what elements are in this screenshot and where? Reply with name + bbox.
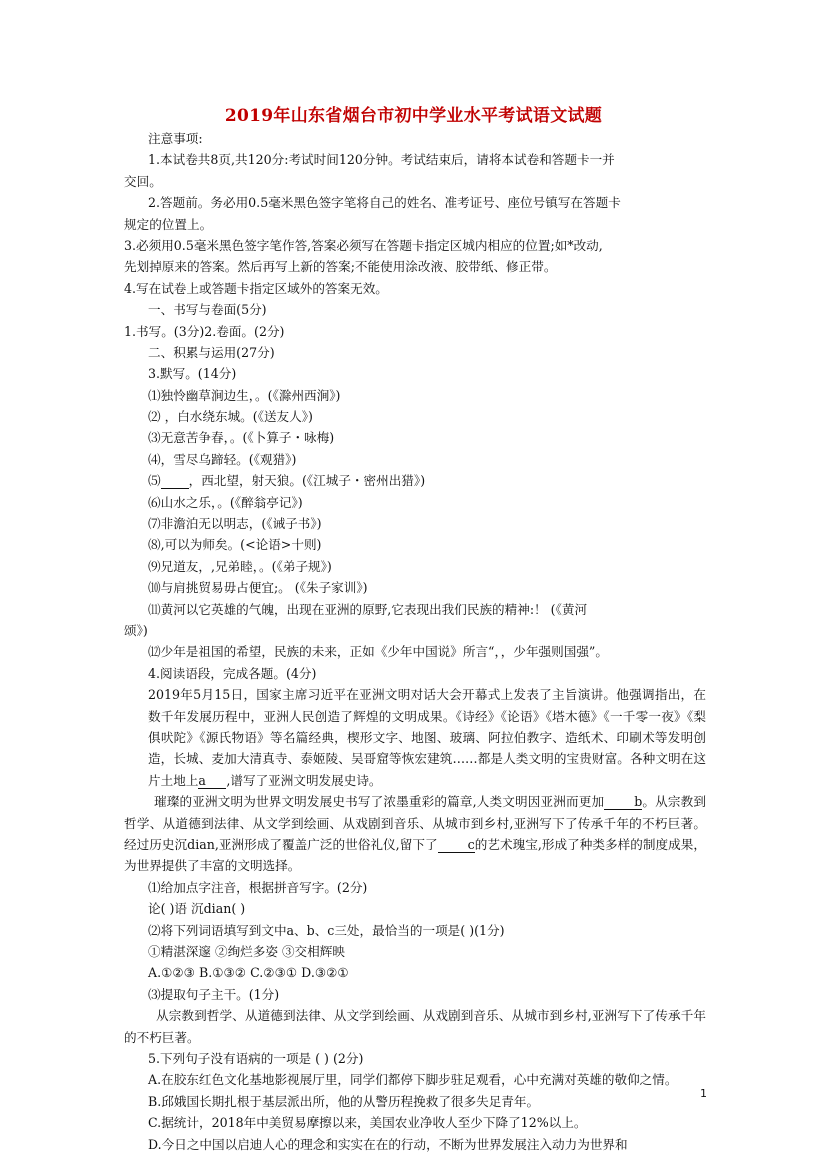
passage-p1-text: 2019年5月15日，国家主席习近平在亚洲文明对话大会开幕式上发表了主旨演讲。他强调指出，在数千年发展历程中，亚洲人民创造了辉煌的文明成果。《诗经》《论语》《塔木德》《一千零一夜》《梨俱吠陀》《源氏物语》等名篇经典，楔形文字、地图、玻璃、阿拉伯教字、造纸术、印刷术等发明创造，长城、麦加大清真寺、泰姬陵、吴哥窟等恢宏建筑……都是人类文明的宝贵财富。各种文明在这片土地上 bbox=[148, 687, 706, 788]
recite-item-8: ⑻,可以为师矣。(<论语>十则) bbox=[148, 537, 322, 553]
recite-item-6: ⑹山水之乐，。(《醉翁亭记》) bbox=[148, 494, 303, 510]
question-3-heading: 3.默写。(14分) bbox=[148, 366, 237, 382]
recite-item-5 bbox=[124, 470, 706, 491]
question-4-heading: 4.阅读语段，完成各题。(4分) bbox=[148, 665, 317, 681]
recite-item-5-blank bbox=[161, 473, 189, 489]
recite-item-11: ⑾黄河以它英雄的气魄，出现在亚洲的原野,它表现出我们民族的精神:！ (《黄河 bbox=[148, 601, 588, 617]
section-1-heading: 一、书写与卷面(5分) bbox=[148, 302, 267, 318]
passage-paragraph-2 bbox=[124, 791, 706, 877]
blank-b: b bbox=[604, 794, 642, 810]
notice-line-1-cont: 交回。 bbox=[124, 173, 162, 189]
recite-item-3: ⑶无意苦争春，。(《卜算子・咏梅) bbox=[148, 430, 335, 446]
notice-line-3: 3.必须用0.5毫米黑色签字笔作答,答案必须写在答题卡指定区城内相应的位置;如*改动, bbox=[124, 237, 603, 253]
question-5-option-d: D.今日之中国以启迪人心的理念和实实在在的行动，不断为世界发展注入动力为世界和 bbox=[148, 1136, 628, 1152]
notice-line-4: 4.写在试卷上或答题卡指定区域外的答案无效。 bbox=[124, 280, 388, 296]
question-5-option-b: B.邱娥国长期扎根于基层派出所，他的从警历程挽救了很多失足青年。 bbox=[148, 1093, 540, 1109]
page-number: 1 bbox=[700, 1087, 707, 1100]
subquestion-1: ⑴给加点字注音，根据拼音写字。(2分) bbox=[148, 879, 368, 895]
blank-a: a bbox=[198, 773, 226, 789]
passage-p1-end: ,谱写了亚洲文明发展史诗。 bbox=[226, 772, 382, 788]
recite-item-2: ⑵ ，白水绕东城。(《送友人》) bbox=[148, 409, 313, 425]
document-body bbox=[124, 128, 706, 1155]
recite-item-4: ⑷，雪尽乌蹄轻。(《观猎》) bbox=[148, 451, 297, 467]
recite-item-10: ⑽与肩挑贸易毋占便宜;。 (《朱子家训》) bbox=[148, 580, 368, 596]
notice-line-3-cont: 先划掉原来的答案。然后再写上新的答案;不能使用涂改液、胶带纸、修正带。 bbox=[124, 259, 557, 275]
notice-line-2-cont: 规定的位置上。 bbox=[124, 216, 213, 232]
subquestion-2-choices: A.①②③ B.①③② C.②③① D.③②① bbox=[148, 965, 349, 981]
section-1-content: 1.书写。(3分)2.卷面。(2分) bbox=[124, 323, 285, 339]
notice-heading: 注意事项: bbox=[148, 131, 203, 146]
recite-item-5-text: ，西北望，射天狼。(《江城子・密州出猎》) bbox=[188, 473, 426, 489]
notice-line-2: 2.答题前。务必用0.5毫米黑色签字笔将自己的姓名、准考证号、座位号镇写在答题卡 bbox=[148, 195, 621, 211]
subquestion-3-text: 从宗教到哲学、从道德到法律、从文学到绘画、从戏剧到音乐、从城市到乡村,亚洲写下了传承千年的不朽巨著。 bbox=[124, 1008, 706, 1045]
subquestion-2-options: ①精湛深邃 ②绚烂多姿 ③交相辉映 bbox=[148, 943, 345, 959]
recite-item-11-cont: 颂》) bbox=[124, 622, 148, 638]
recite-item-12: ⑿少年是祖国的希望，民族的未来，正如《少年中国说》所言“，，少年强则国强”。 bbox=[148, 644, 608, 660]
document-title: 2019年山东省烟台市初中学业水平考试语文试题 bbox=[224, 106, 603, 126]
question-5-option-c: C.据统计，2018年中美贸易摩擦以来，美国农业净收人至少下降了12%以上。 bbox=[148, 1115, 587, 1131]
subquestion-2: ⑵将下列词语填写到文中a、b、c三处，最恰当的一项是( )(1分) bbox=[148, 922, 505, 938]
subquestion-1-line: 论( )语 沉dian( ) bbox=[148, 901, 246, 917]
question-5-option-a: A.在胶东红色文化基地影视展厅里，同学们都停下脚步驻足观看，心中充满对英雄的敬仰之情。 bbox=[148, 1072, 678, 1088]
recite-item-5-number: ⑸ bbox=[148, 473, 161, 489]
passage-p2-text: 璀璨的亚洲文明为世界文明发展史书写了浓墨重彩的篇章,人类文明因亚洲而更加 bbox=[154, 794, 605, 810]
question-5-heading: 5.下列句子没有语病的一项是 ( ) (2分) bbox=[148, 1050, 364, 1066]
section-2-heading: 二、积累与运用(27分) bbox=[148, 344, 275, 360]
passage-p2-end: 的艺术瑰宝,形成了种类多样的制度成果，为世界提供了丰富的文明选择。 bbox=[124, 837, 706, 874]
blank-c: c bbox=[438, 837, 475, 853]
recite-item-9: ⑼兄道友，,兄弟睦，。(《弟子规》) bbox=[148, 558, 332, 574]
subquestion-3: ⑶提取句子主干。(1分) bbox=[148, 986, 280, 1002]
passage-p2-mid: 。从宗教到哲学、从道德到法律、从文学到绘画、从戏剧到音乐、从城市到乡村,亚洲写下了传承千年的不朽巨著。经过历史沉dian,亚洲形成了覆盖广泛的世俗礼仪,留下了 bbox=[124, 794, 707, 852]
notice-line-1: 1.本试卷共8页,共120分:考试时间120分钟。考试结束后，请将本试卷和答题卡一并 bbox=[148, 152, 615, 168]
passage-paragraph-1 bbox=[124, 684, 706, 791]
recite-item-1: ⑴独怜幽草涧边生，。(《滁州西涧》) bbox=[148, 387, 341, 403]
recite-item-7: ⑺非澹泊无以明志，(《诫子书》) bbox=[148, 516, 322, 532]
